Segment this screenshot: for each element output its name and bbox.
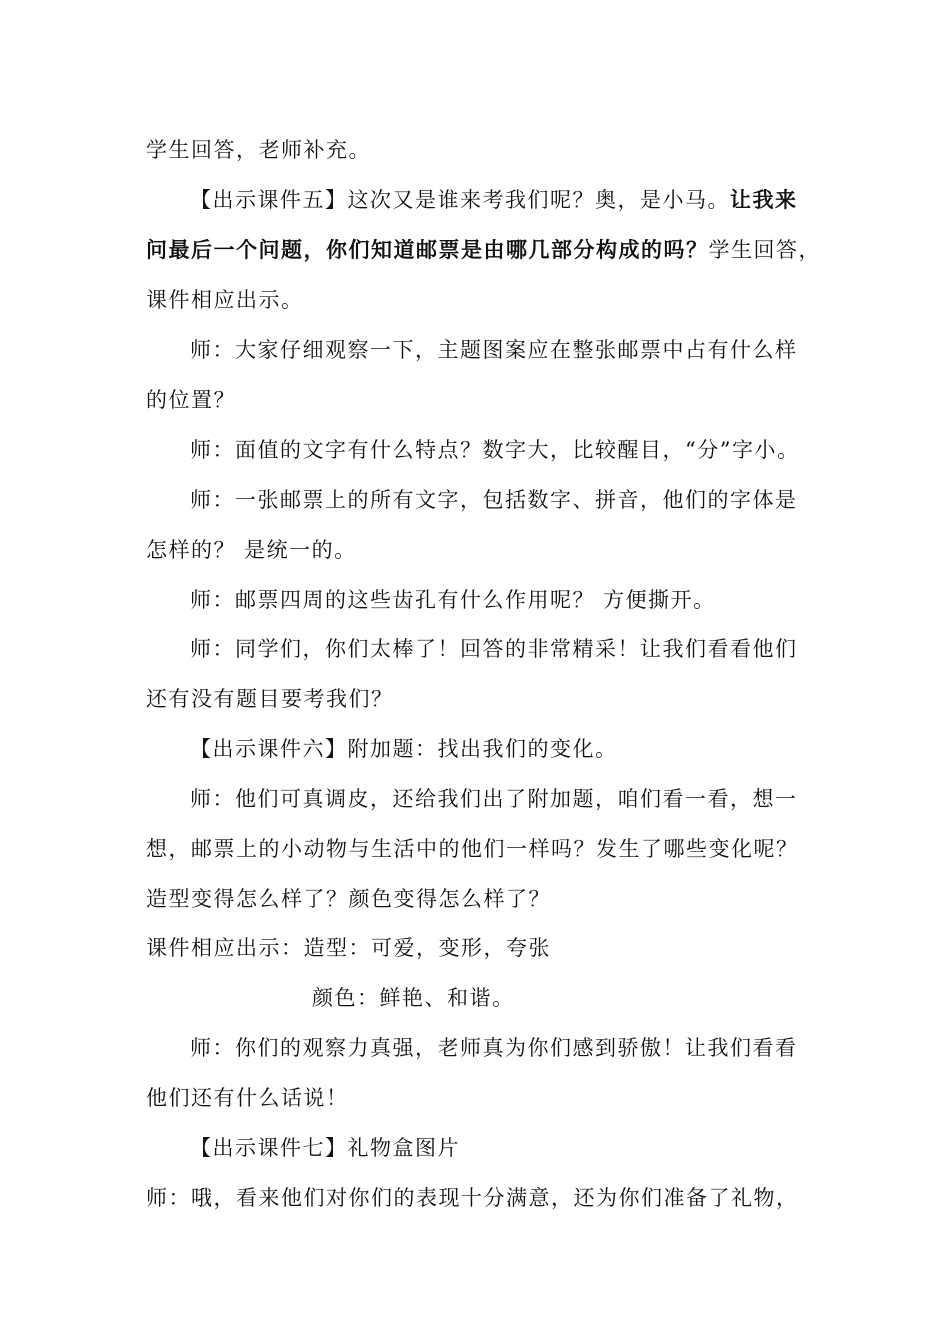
paragraph-line (0, 585, 950, 615)
line-text: 师：他们可真调皮，还给我们出了附加题，咱们看一看，想一 (190, 787, 798, 811)
paragraph-line (0, 784, 950, 814)
line-text: 课件相应出示。 (146, 288, 304, 312)
paragraph-line (0, 933, 950, 963)
line-text: 他们还有什么话说！ (146, 1086, 349, 1110)
line-text: 师：面值的文字有什么特点？数字大，比较醒目，“分”字小。 (190, 438, 800, 462)
line-text: 颜色：鲜艳、和谐。 (312, 986, 515, 1010)
paragraph-line (0, 834, 950, 864)
paragraph-line (0, 385, 950, 415)
paragraph-line (0, 1033, 950, 1063)
line-text: 的位置？ (146, 388, 236, 412)
paragraph-line (0, 185, 950, 215)
line-text: 学生回答， (708, 238, 821, 262)
line-text: 师：哦，看来他们对你们的表现十分满意，还为你们准备了礼物， (146, 1186, 799, 1210)
paragraph-line (0, 734, 950, 764)
line-text: 【出示课件五】这次又是谁来考我们呢？奥，是小马。 (190, 188, 730, 212)
line-text: 师：大家仔细观察一下，主题图案应在整张邮票中占有什么样 (190, 338, 798, 362)
line-text: 师：邮票四周的这些齿孔有什么作用呢？ 方便撕开。 (190, 588, 716, 612)
paragraph-line (0, 1183, 950, 1213)
line-text: 【出示课件七】礼物盒图片 (190, 1136, 460, 1160)
paragraph-line (0, 235, 950, 265)
paragraph-line (0, 1083, 950, 1113)
line-text: 想，邮票上的小动物与生活中的他们一样吗？发生了哪些变化呢？ (146, 837, 799, 861)
line-text: 课件相应出示：造型：可爱，变形，夸张 (146, 936, 551, 960)
paragraph-line (0, 135, 950, 165)
paragraph-line (0, 485, 950, 515)
paragraph-line (0, 435, 950, 465)
paragraph-line (0, 684, 950, 714)
paragraph-line (0, 535, 950, 565)
paragraph-line (0, 335, 950, 365)
paragraph-line (0, 285, 950, 315)
line-text: 造型变得怎么样了？颜色变得怎么样了？ (146, 887, 551, 911)
bold-question-text: 让我来 (730, 187, 798, 212)
line-text: 师：同学们，你们太棒了！回答的非常精采！让我们看看他们 (190, 637, 798, 661)
line-text: 学生回答，老师补充。 (146, 138, 371, 162)
line-text: 还有没有题目要考我们？ (146, 687, 394, 711)
line-text: 师：一张邮票上的所有文字，包括数字、拼音，他们的字体是 (190, 488, 798, 512)
line-text: 怎样的？ 是统一的。 (146, 538, 357, 562)
line-text: 师：你们的观察力真强，老师真为你们感到骄傲！让我们看看 (190, 1036, 798, 1060)
paragraph-line (0, 634, 950, 664)
paragraph-line (0, 1133, 950, 1163)
bold-question-text: 问最后一个问题，你们知道邮票是由哪几部分构成的吗？ (146, 237, 709, 262)
line-text: 【出示课件六】附加题：找出我们的变化。 (190, 737, 618, 761)
paragraph-line (0, 983, 950, 1013)
paragraph-line (0, 884, 950, 914)
